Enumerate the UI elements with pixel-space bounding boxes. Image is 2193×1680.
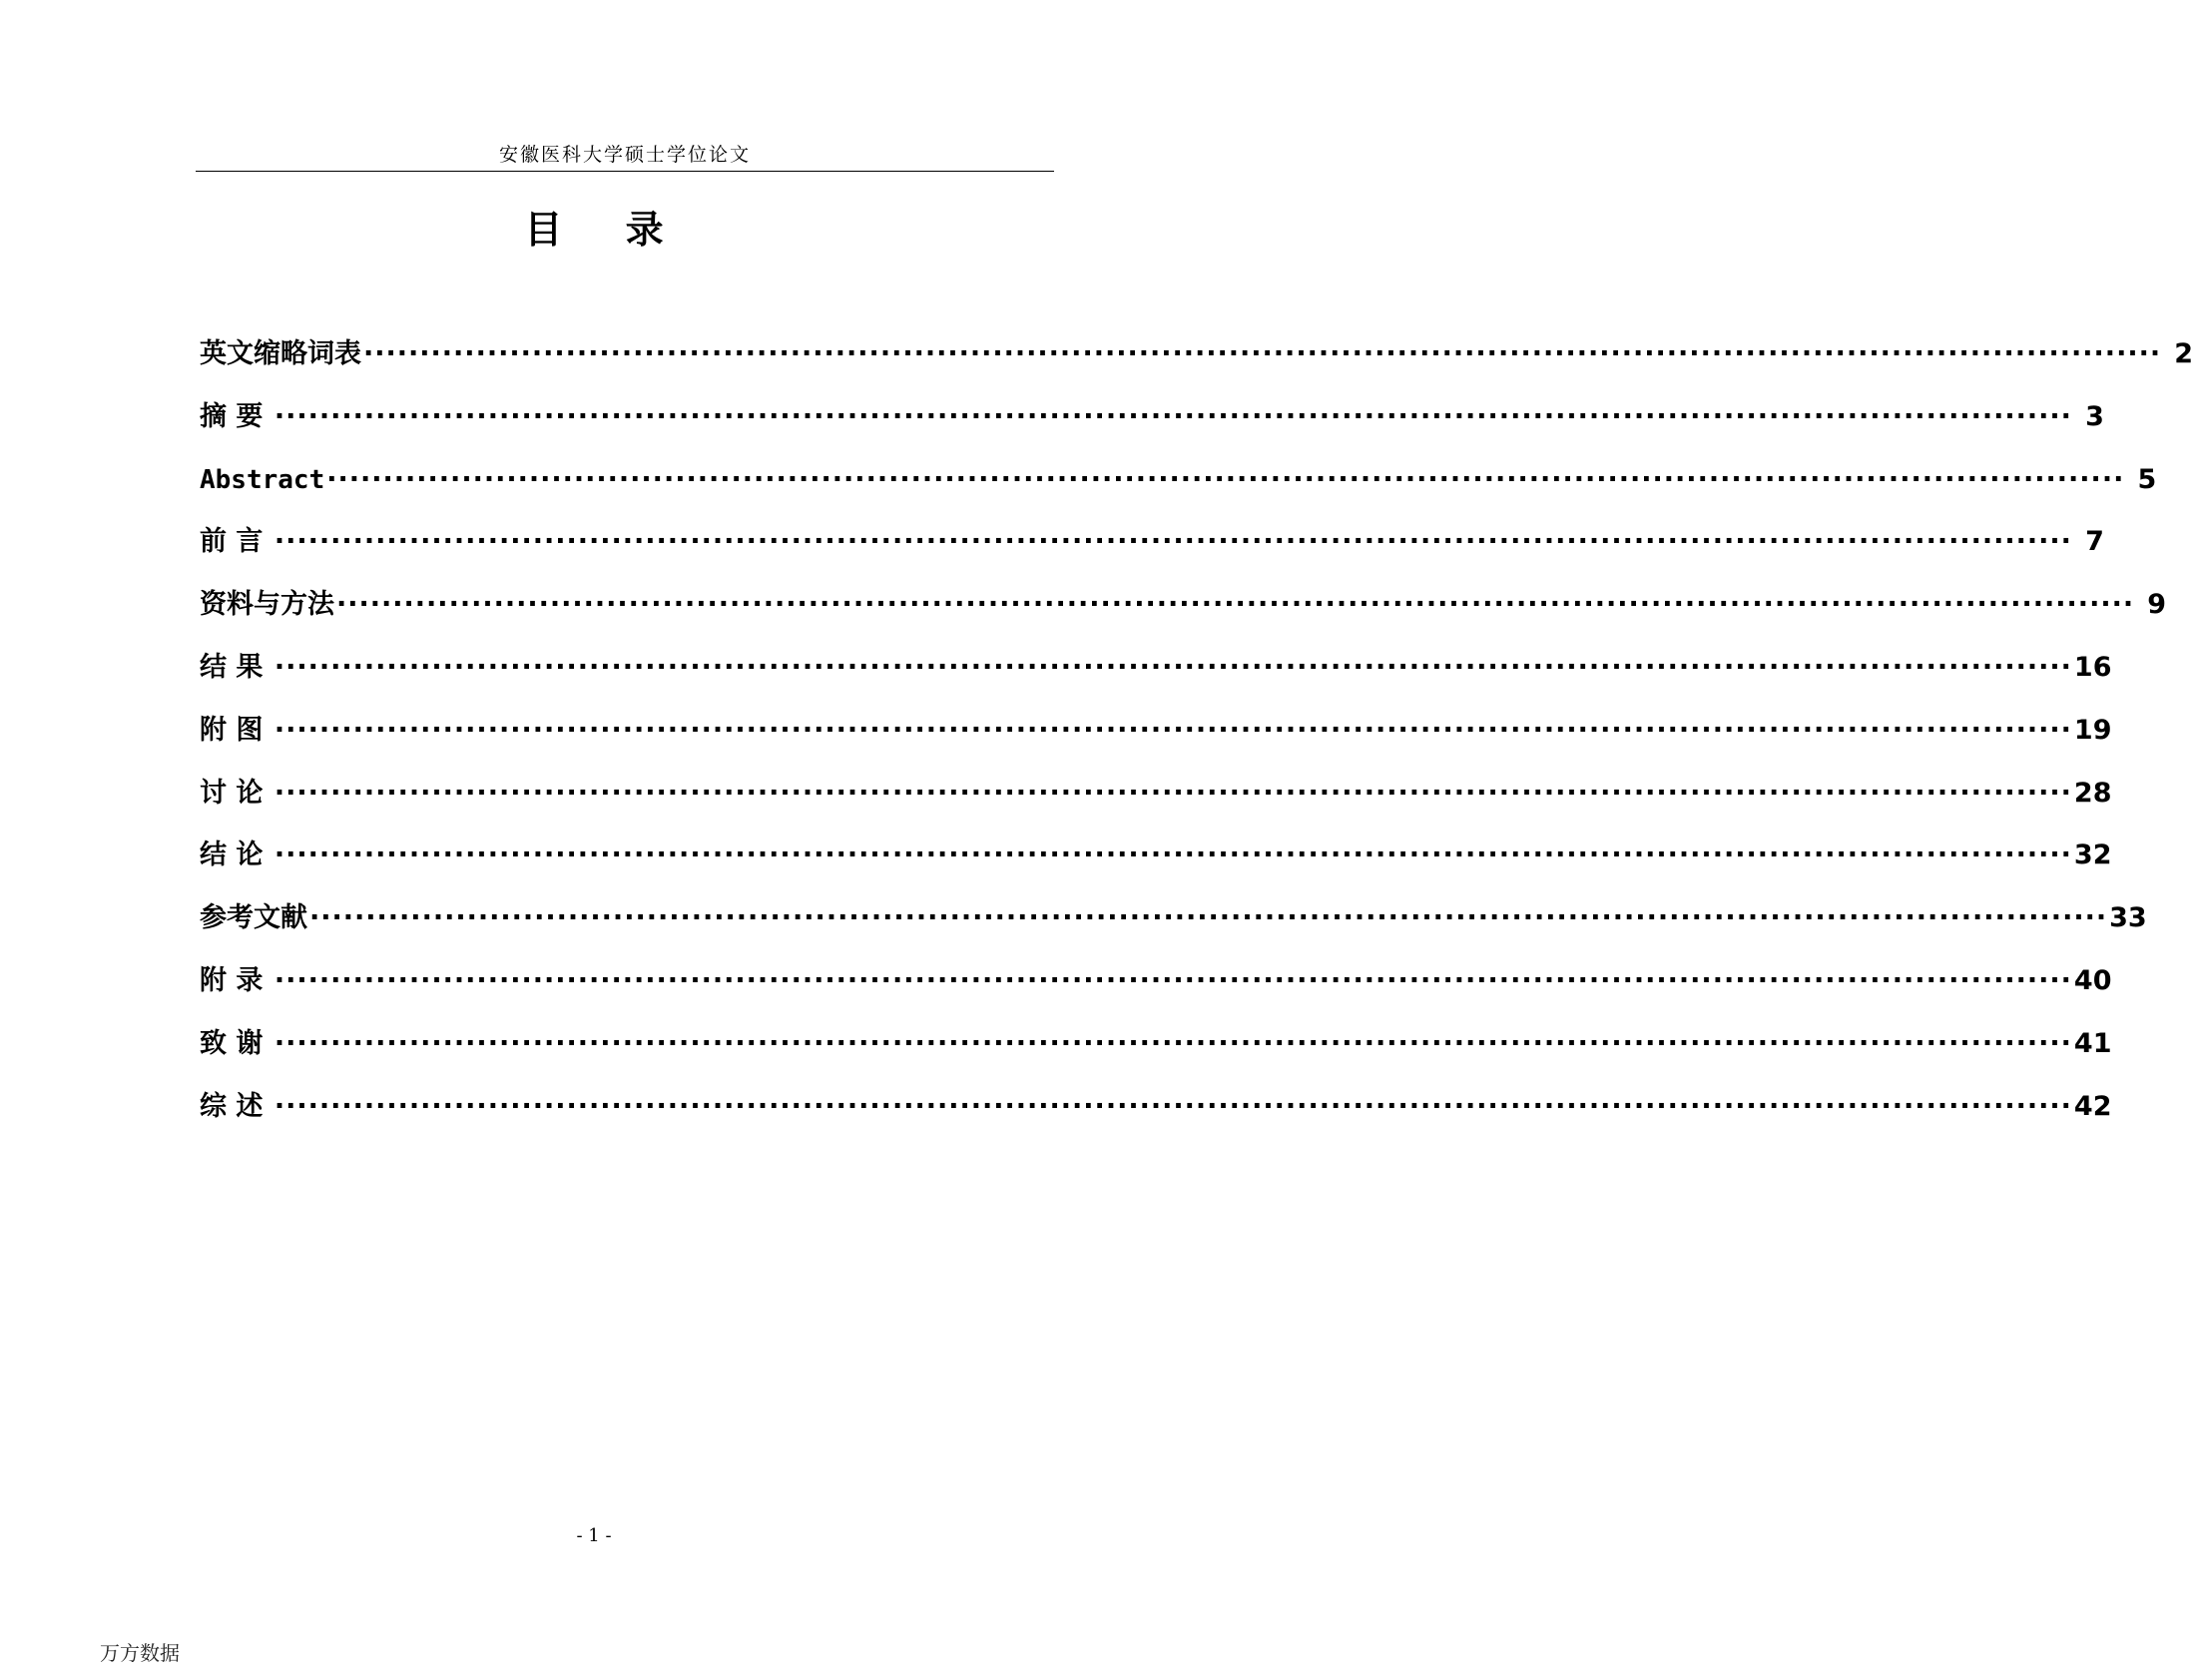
running-header: 安徽医科大学硕士学位论文 — [498, 144, 751, 166]
toc-dot-leader: ································································································································································ — [309, 902, 2108, 934]
toc-entry-abstract-cn[interactable] — [200, 399, 2104, 462]
toc-entry-page: 28 — [2073, 777, 2112, 809]
page-title: 目 录 — [524, 208, 664, 252]
toc-entry-page: 5 — [2137, 463, 2157, 495]
toc-entry-conclusion[interactable] — [200, 838, 2112, 900]
toc-dot-leader: ································································································································································ — [274, 526, 2072, 558]
toc-entry-page: 3 — [2085, 400, 2104, 432]
toc-entry-figures[interactable] — [200, 713, 2112, 776]
toc-entry-page: 16 — [2073, 651, 2112, 683]
toc-entry-page: 19 — [2073, 714, 2112, 746]
toc-dot-leader: ································································································································································ — [274, 840, 2072, 871]
toc-entry-label: 致 谢 — [200, 1027, 273, 1059]
toc-entry-appendix[interactable] — [200, 963, 2112, 1026]
toc-dot-leader: ································································································································································ — [326, 463, 2125, 495]
toc-entry-page: 33 — [2109, 902, 2147, 934]
toc-dot-leader: ································································································································································ — [336, 589, 2135, 621]
page-number: - 1 - — [576, 1525, 612, 1546]
toc-entry-label: 英文缩略词表 — [200, 338, 361, 369]
toc-entry-materials-methods[interactable] — [200, 587, 2167, 650]
toc-entry-preface[interactable] — [200, 524, 2104, 587]
toc-dot-leader: ································································································································································ — [274, 1090, 2072, 1122]
toc-entry-discussion[interactable] — [200, 776, 2112, 839]
toc-entry-label: 前 言 — [200, 526, 273, 558]
toc-entry-label: 摘 要 — [200, 400, 273, 432]
toc-entry-label: 结 果 — [200, 651, 273, 683]
toc-entry-references[interactable] — [200, 900, 2147, 963]
toc-entry-page: 9 — [2147, 589, 2167, 621]
toc-dot-leader: ································································································································································ — [274, 1027, 2072, 1059]
toc-entry-review[interactable] — [200, 1089, 2112, 1152]
toc-entry-label: 结 论 — [200, 840, 273, 871]
toc-entry-label: 综 述 — [200, 1090, 273, 1122]
toc-dot-leader: ································································································································································ — [274, 964, 2072, 996]
toc-entry-abstract-en[interactable] — [200, 462, 2157, 525]
toc-entry-label: 附 图 — [200, 714, 273, 746]
toc-entry-page: 40 — [2073, 964, 2112, 996]
toc-entry-label: 附 录 — [200, 964, 273, 996]
toc-dot-leader: ································································································································································ — [274, 777, 2072, 809]
toc-entry-page: 32 — [2073, 840, 2112, 871]
toc-entry-label: 讨 论 — [200, 777, 273, 809]
toc-entry-label: 资料与方法 — [200, 589, 334, 621]
header-divider — [196, 171, 1054, 172]
toc-dot-leader: ································································································································································ — [274, 714, 2072, 746]
toc-entry-page: 42 — [2073, 1090, 2112, 1122]
toc-entry-label: Abstract — [200, 464, 325, 495]
toc-entry-page: 2 — [2174, 338, 2193, 369]
toc-dot-leader: ································································································································································ — [274, 400, 2072, 432]
toc-entry-page: 7 — [2085, 526, 2104, 558]
watermark-text: 万方数据 — [100, 1641, 180, 1665]
toc-dot-leader: ································································································································································ — [274, 651, 2072, 683]
toc-entry-label: 参考文献 — [200, 902, 307, 934]
toc-entry-results[interactable] — [200, 650, 2112, 713]
toc-entry-page: 41 — [2073, 1027, 2112, 1059]
toc-entry-acknowledgements[interactable] — [200, 1026, 2112, 1089]
toc-dot-leader: ································································································································································ — [363, 338, 2162, 369]
table-of-contents — [200, 336, 2193, 1151]
toc-entry-abbreviations[interactable] — [200, 336, 2193, 399]
